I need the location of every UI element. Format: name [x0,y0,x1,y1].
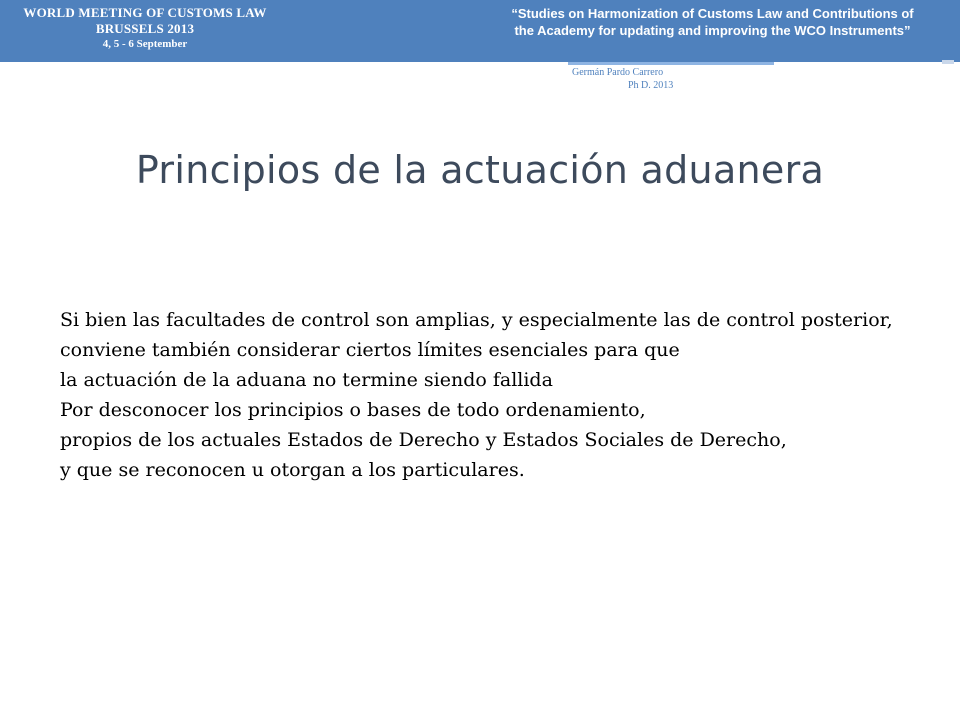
study-title-line-2: the Academy for updating and improving the WCO Instruments” [514,23,911,38]
body-paragraph-4: Por desconocer los principios o bases de todo ordenamiento, [60,399,646,421]
body-paragraph-1: Si bien las facultades de control son amplias, y especialmente las de control posterior, [60,309,893,331]
study-title [470,5,955,39]
body-paragraph-3: la actuación de la aduana no termine siendo fallida [60,369,553,391]
slide-body [60,305,905,485]
header-separator [568,62,774,65]
page-title: Principios de la actuación aduanera [135,148,825,192]
body-paragraph-6: y que se reconocen u otorgan a los particulares. [60,459,525,481]
meeting-info [0,5,290,52]
meeting-title: WORLD MEETING OF CUSTOMS LAW BRUSSELS 2013 [23,5,267,36]
corner-mark [942,60,954,64]
author-degree: Ph D. 2013 [628,80,674,91]
study-title-line-1: “Studies on Harmonization of Customs Law and Contributions of [511,6,914,21]
meeting-dates: 4, 5 - 6 September [102,38,188,50]
body-paragraph-5: propios de los actuales Estados de Derecho y Estados Sociales de Derecho, [60,429,787,451]
body-paragraph-2: conviene también considerar ciertos límites esenciales para que [60,339,680,361]
author-name: Germán Pardo Carrero [572,67,664,78]
